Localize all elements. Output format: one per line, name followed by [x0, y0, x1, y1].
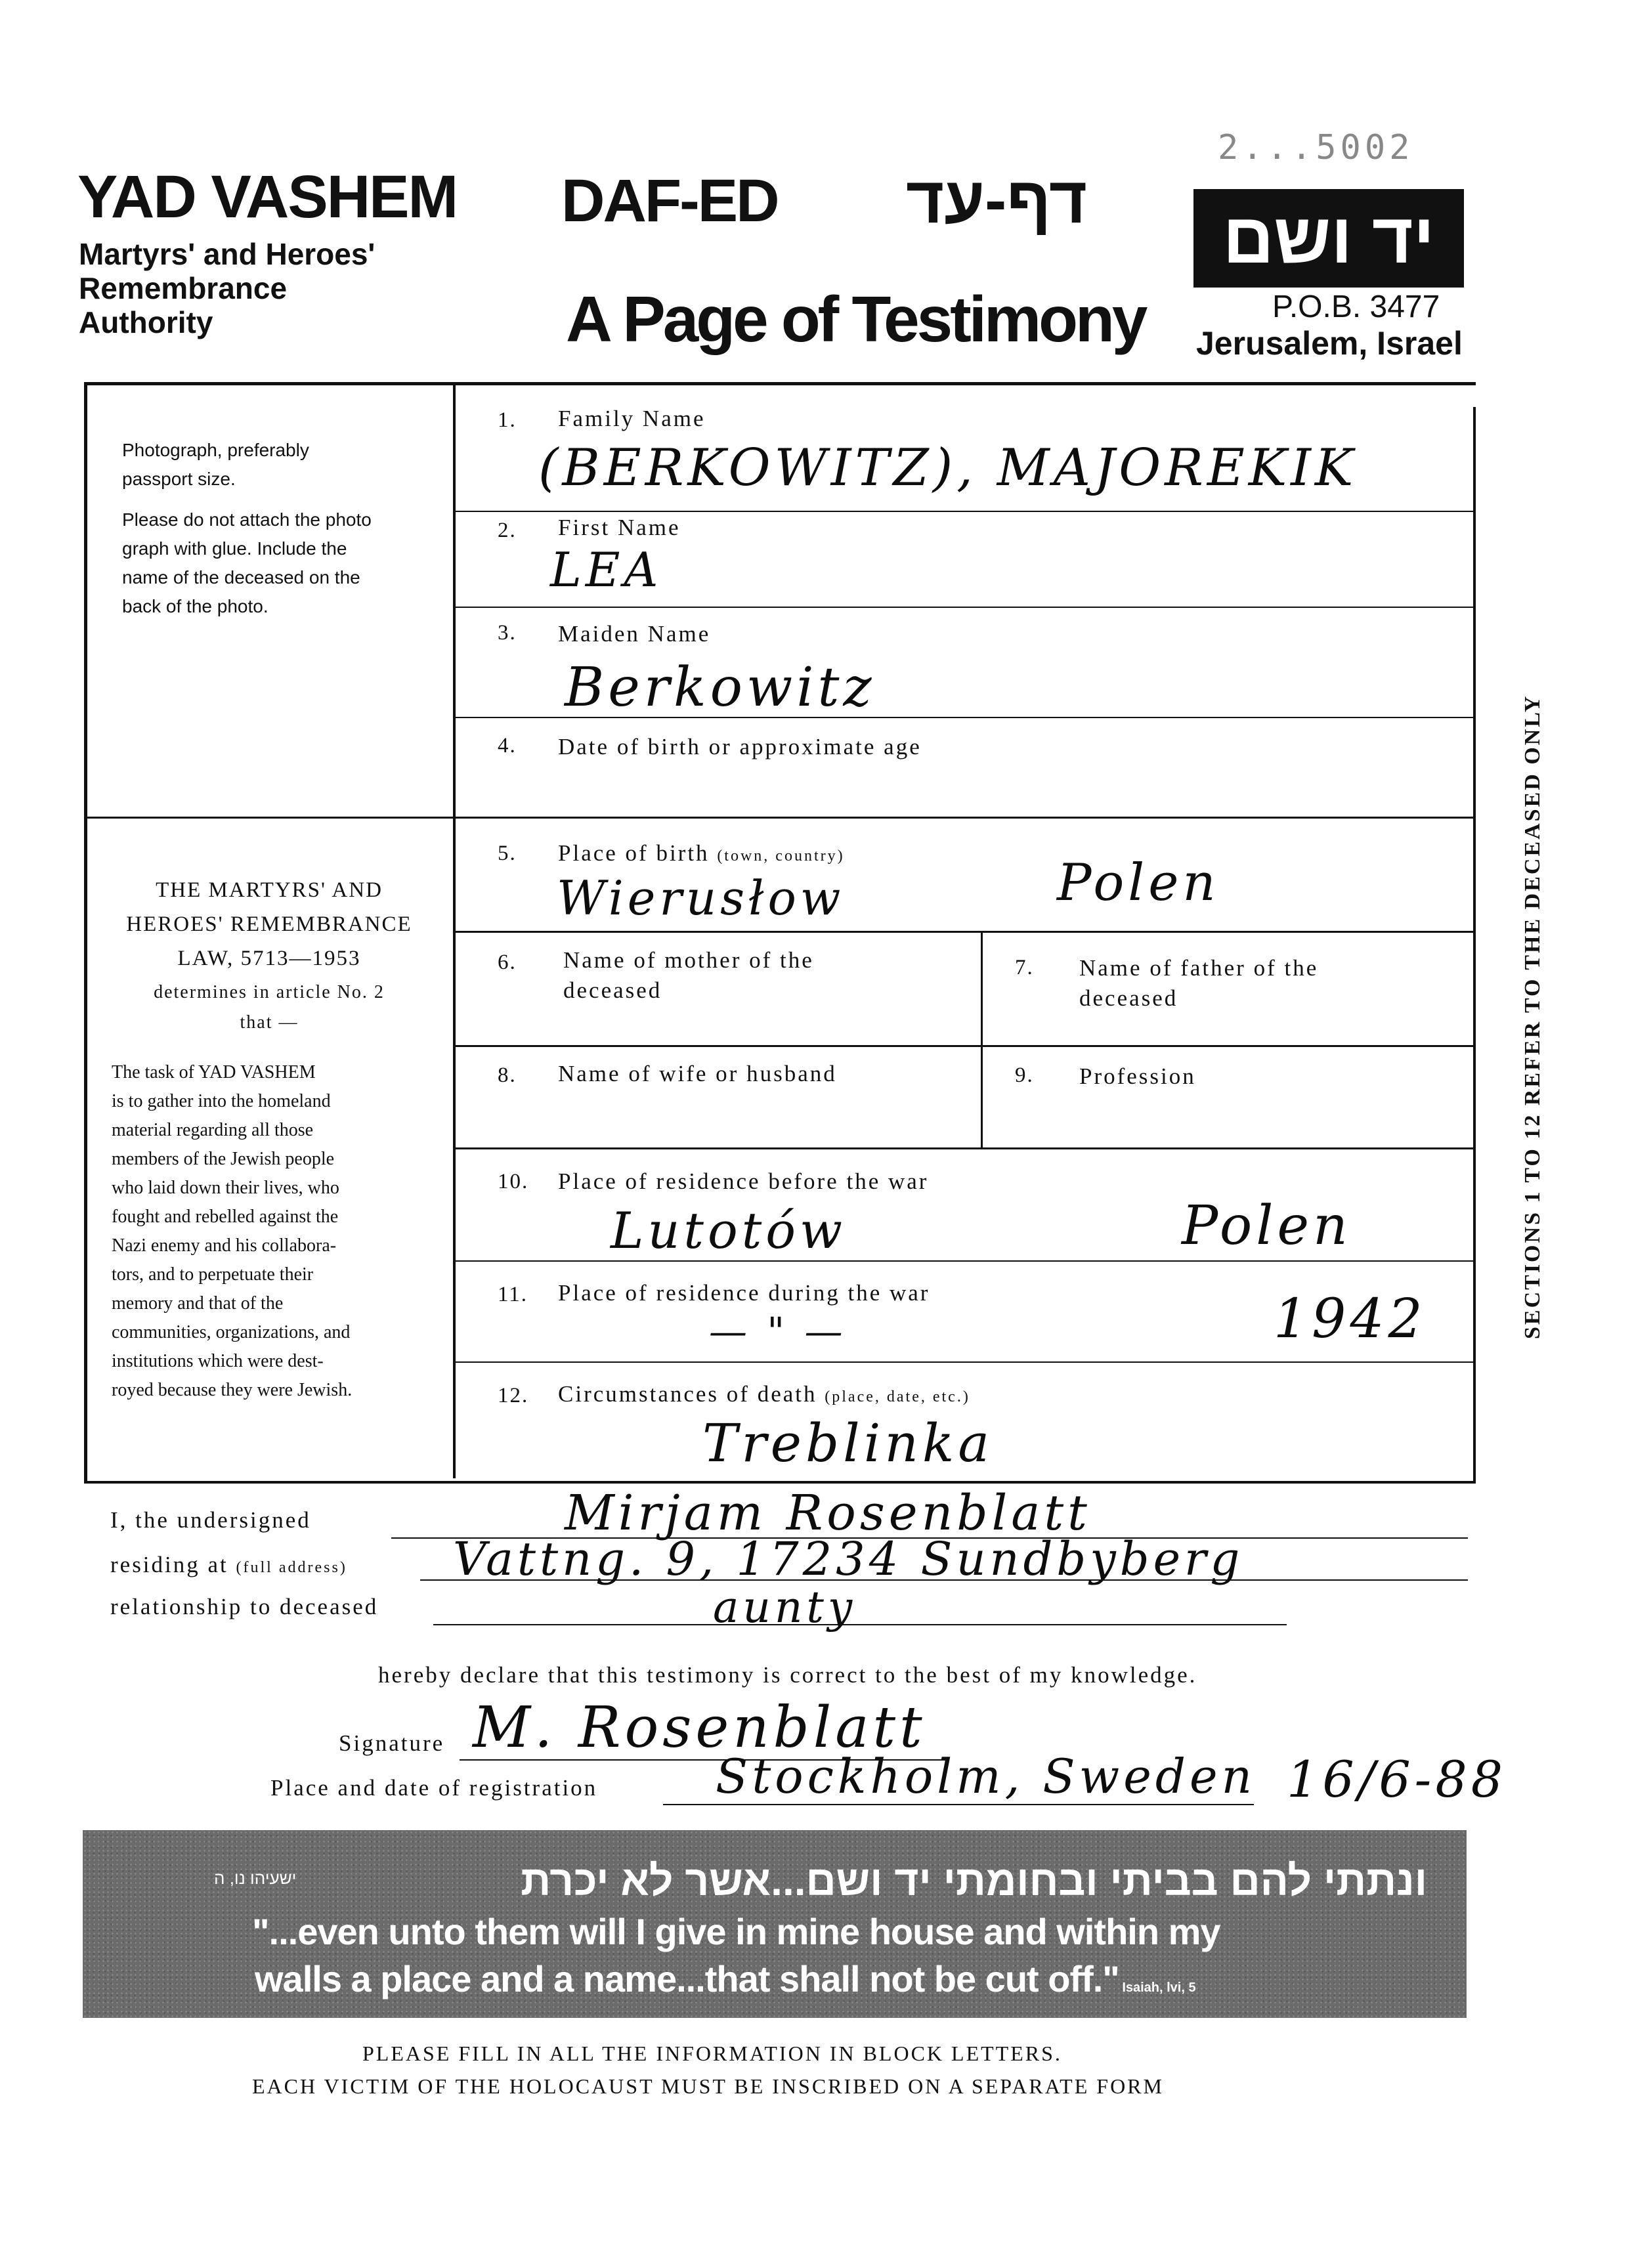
- first-name-label: First Name: [558, 515, 681, 540]
- declaration-statement: hereby declare that this testimony is correct to the best of my knowledge.: [378, 1662, 1197, 1688]
- row-divider: [454, 607, 1473, 608]
- column-divider: [453, 382, 456, 1478]
- registration-line: [663, 1804, 1254, 1805]
- signature-value[interactable]: M. Rosenblatt: [473, 1695, 926, 1761]
- law-body-line: The task of YAD VASHEM: [112, 1062, 316, 1082]
- residence-before-war-label: Place of residence before the war: [558, 1168, 929, 1194]
- field-number: 12.: [498, 1384, 529, 1407]
- maiden-name-value[interactable]: Berkowitz: [565, 656, 876, 719]
- field-number: 3.: [498, 621, 517, 645]
- banner-english-line-1: "...even unto them will I give in mine house and within my: [252, 1911, 1220, 1952]
- quote-banner: [83, 1830, 1467, 2018]
- law-heading-line: HEROES' REMEMBRANCE: [126, 912, 412, 936]
- law-heading-line: LAW, 5713—1953: [177, 947, 361, 970]
- residence-during-war-year[interactable]: 1942: [1274, 1288, 1427, 1350]
- footer-line-1: PLEASE FILL IN ALL THE INFORMATION IN BLOCK LETTERS.: [362, 2042, 1062, 2065]
- org-subtitle-1: Martyrs' and Heroes': [79, 237, 376, 271]
- birth-date-label: Date of birth or approximate age: [558, 734, 922, 760]
- banner-english-line-2-text: walls a place and a name...that shall not be cut off.": [255, 1958, 1119, 2000]
- org-name: YAD VASHEM: [77, 163, 458, 230]
- address-city: Jerusalem, Israel: [1196, 325, 1463, 362]
- form-name-hebrew: דף-עד: [906, 163, 1088, 237]
- field-number: 8.: [498, 1063, 517, 1087]
- field-number: 6.: [498, 951, 517, 974]
- field-number: 4.: [498, 734, 517, 758]
- registration-label: Place and date of registration: [270, 1775, 598, 1801]
- mother-name-label-line: Name of mother of the: [563, 947, 814, 973]
- field-number: 5.: [498, 842, 517, 865]
- banner-hebrew-ref: ישעיהו נו, ה: [214, 1868, 297, 1888]
- law-body: [112, 1058, 433, 1405]
- circumstances-label: [558, 1381, 970, 1407]
- residing-label-text: residing at: [110, 1552, 228, 1577]
- family-name-label: Family Name: [558, 406, 706, 431]
- father-name-label-line: deceased: [1079, 985, 1178, 1011]
- row-divider: [454, 1361, 1473, 1363]
- photo-instruction-line: back of the photo.: [122, 596, 268, 616]
- spouse-name-label: Name of wife or husband: [558, 1061, 837, 1086]
- law-body-line: fought and rebelled against the: [112, 1207, 339, 1227]
- law-body-line: royed because they were Jewish.: [112, 1380, 353, 1400]
- maiden-name-label: Maiden Name: [558, 621, 711, 647]
- law-heading-line: that —: [240, 1012, 299, 1033]
- birth-place-label-text: Place of birth: [558, 840, 710, 866]
- banner-english-line-2: [255, 1958, 1196, 2000]
- residence-during-war-value[interactable]: — " —: [709, 1309, 847, 1354]
- relationship-label: relationship to deceased: [110, 1594, 379, 1619]
- law-body-line: institutions which were dest-: [112, 1351, 324, 1371]
- residence-before-war-town[interactable]: Lutotów: [611, 1201, 847, 1260]
- form-left-border: [84, 382, 87, 1484]
- birth-place-label-hint: (town, country): [717, 847, 845, 865]
- form-top-border: [84, 382, 1476, 385]
- circumstances-label-hint: (place, date, etc.): [825, 1388, 970, 1405]
- field-number: 1.: [498, 408, 517, 432]
- photo-instruction-line: Please do not attach the photo: [122, 509, 372, 530]
- law-heading: [98, 873, 440, 1036]
- residing-label-hint: (full address): [236, 1559, 347, 1576]
- first-name-value[interactable]: LEA: [550, 542, 662, 597]
- law-body-line: material regarding all those: [112, 1120, 314, 1140]
- relationship-line: [433, 1624, 1287, 1625]
- relationship-value[interactable]: aunty: [713, 1582, 857, 1633]
- form-name: DAF-ED: [561, 167, 778, 234]
- stamp-number: 2...5002: [1218, 128, 1414, 167]
- photo-instructions: [122, 436, 431, 621]
- row-divider: [85, 817, 1473, 819]
- father-name-label-line: Name of father of the: [1079, 955, 1319, 981]
- law-heading-line: THE MARTYRS' AND: [156, 878, 383, 902]
- residence-during-war-label: Place of residence during the war: [558, 1280, 930, 1306]
- org-subtitle-2: Remembrance: [79, 271, 288, 305]
- law-body-line: memory and that of the: [112, 1293, 284, 1314]
- po-box: P.O.B. 3477: [1272, 289, 1440, 324]
- photo-instruction-line: graph with glue. Include the: [122, 538, 347, 559]
- residing-label: [110, 1552, 347, 1578]
- law-body-line: Nazi enemy and his collabora-: [112, 1235, 337, 1256]
- law-body-line: communities, organizations, and: [112, 1322, 351, 1342]
- law-body-line: is to gather into the homeland: [112, 1091, 331, 1111]
- birth-country-value[interactable]: Polen: [1057, 853, 1220, 912]
- undersigned-label: I, the undersigned: [110, 1507, 311, 1533]
- field-number: 11.: [498, 1283, 528, 1306]
- yad-vashem-logo: יד ושם: [1193, 189, 1464, 288]
- row-divider: [454, 1260, 1473, 1262]
- row-divider: [454, 511, 1473, 512]
- registration-place[interactable]: Stockholm, Sweden: [716, 1749, 1256, 1804]
- cell-divider: [981, 932, 983, 1149]
- residing-value[interactable]: Vattng. 9, 17234 Sundbyberg: [453, 1532, 1244, 1586]
- sections-note: SECTIONS 1 TO 12 REFER TO THE DECEASED ONLY: [1520, 694, 1545, 1339]
- field-number: 2.: [498, 519, 517, 542]
- birth-town-value[interactable]: Wierusłow: [557, 870, 845, 926]
- law-body-line: tors, and to perpetuate their: [112, 1264, 314, 1285]
- law-body-line: members of the Jewish people: [112, 1149, 335, 1169]
- form-bottom-border: [84, 1481, 1476, 1484]
- footer-line-2: EACH VICTIM OF THE HOLOCAUST MUST BE INSCRIBED ON A SEPARATE FORM: [252, 2074, 1164, 2098]
- form-right-border: [1473, 407, 1476, 1484]
- birth-place-label: [558, 840, 845, 867]
- signature-label: Signature: [339, 1730, 445, 1756]
- family-name-value[interactable]: (BERKOWITZ), MAJOREKIK: [538, 439, 1358, 498]
- org-subtitle-3: Authority: [79, 305, 213, 339]
- residence-before-war-country[interactable]: Polen: [1182, 1195, 1352, 1257]
- circumstances-value[interactable]: Treblinka: [702, 1413, 994, 1474]
- page-title: A Page of Testimony: [566, 283, 1146, 355]
- banner-english-ref: Isaiah, lvi, 5: [1122, 1980, 1196, 1995]
- field-number: 10.: [498, 1170, 529, 1193]
- law-heading-line: determines in article No. 2: [154, 982, 385, 1002]
- field-number: 9.: [1015, 1063, 1034, 1087]
- mother-name-label: [563, 945, 814, 1006]
- profession-label: Profession: [1079, 1063, 1196, 1089]
- circumstances-label-text: Circumstances of death: [558, 1381, 817, 1407]
- photo-instruction-line: passport size.: [122, 469, 236, 489]
- row-divider: [454, 931, 1473, 933]
- registration-date[interactable]: 16/6-88: [1287, 1750, 1507, 1808]
- photo-instruction-line: name of the deceased on the: [122, 567, 360, 588]
- row-divider: [454, 1147, 1473, 1149]
- law-body-line: who laid down their lives, who: [112, 1178, 339, 1198]
- field-number: 7.: [1015, 956, 1034, 979]
- photo-instruction-line: Photograph, preferably: [122, 440, 309, 460]
- banner-hebrew-quote: ונתתי להם בביתי ובחומתי יד ושם...אשר לא יכרת: [521, 1857, 1427, 1904]
- father-name-label: [1079, 953, 1318, 1014]
- mother-name-label-line: deceased: [563, 977, 662, 1003]
- undersigned-value[interactable]: Mirjam Rosenblatt: [565, 1485, 1091, 1541]
- row-divider: [454, 1045, 1473, 1047]
